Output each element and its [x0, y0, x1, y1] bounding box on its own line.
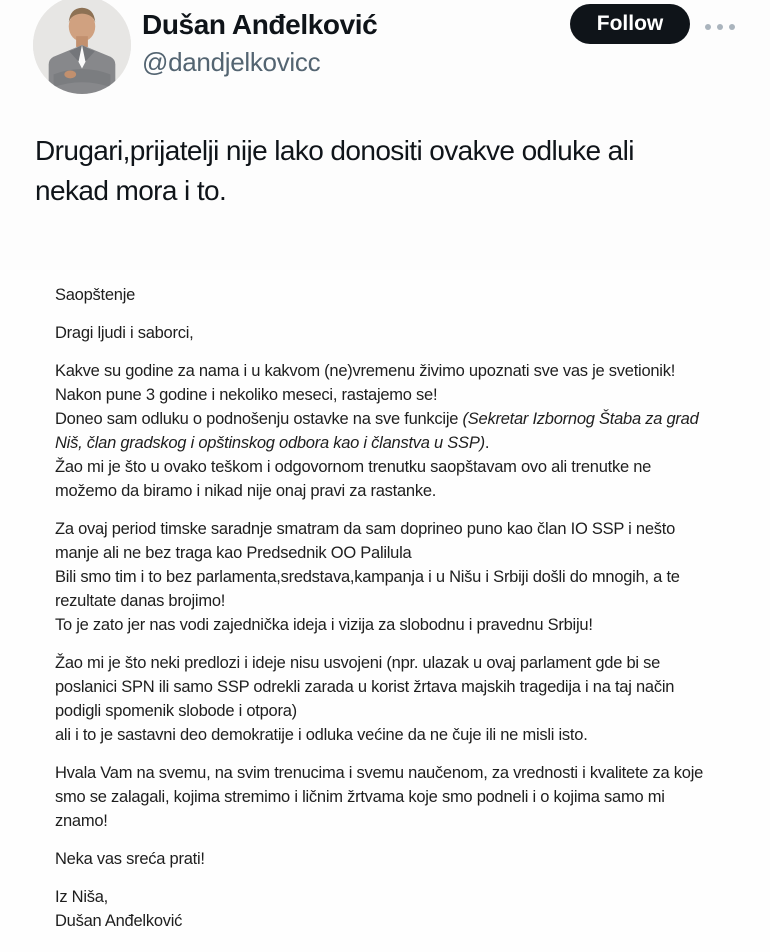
- document-line: Dušan Anđelković: [55, 912, 183, 930]
- more-menu-icon[interactable]: [701, 20, 739, 34]
- document-line: Žao mi je što neki predlozi i ideje nisu usvojeni (npr. ulazak u ovaj parlament gde bi se poslanici SPN ili samo SSP odrekli zarada u korist žrtava majskih tragedija i na taj način podigli spomenik slobode i otpora): [55, 654, 675, 720]
- avatar[interactable]: [33, 0, 131, 94]
- document-line: Kakve su godine za nama i u kakvom (ne)vremenu živimo upoznati sve vas je svetionik!: [55, 362, 676, 380]
- document-paragraph: [55, 321, 717, 345]
- document-line: Neka vas sreća prati!: [55, 850, 205, 868]
- document-line: Iz Niša,: [55, 888, 109, 906]
- dot: [705, 24, 711, 30]
- attached-document-image[interactable]: [0, 270, 770, 952]
- document-line: ali i to je sastavni deo demokratije i odluka većine da ne čuje ili ne misli isto.: [55, 726, 588, 744]
- document-line: To je zato jer nas vodi zajednička ideja i vizija za slobodnu i pravednu Srbiju!: [55, 616, 593, 634]
- document-line: Nakon pune 3 godine i nekoliko meseci, rastajemo se!: [55, 386, 438, 404]
- post-header: [0, 0, 770, 105]
- tweet-text: Drugari,prijatelji nije lako donositi ovakve odluke ali nekad mora i to.: [35, 135, 634, 206]
- dot: [717, 24, 723, 30]
- dot: [729, 24, 735, 30]
- document-paragraph: [55, 761, 717, 833]
- document-line: Saopštenje: [55, 286, 136, 304]
- author-block: [142, 8, 377, 78]
- document-line: Bili smo tim i to bez parlamenta,sredstava,kampanja i u Nišu i Srbiji došli do mnogih, a te rezultate danas brojimo!: [55, 568, 680, 610]
- document-paragraph: [55, 359, 717, 503]
- author-name[interactable]: Dušan Anđelković: [142, 9, 378, 40]
- document-paragraph: [55, 885, 717, 933]
- document-line: Žao mi je što u ovako teškom i odgovornom trenutku saopštavam ovo ali trenutke ne možemo da biramo i nikad nije onaj pravi za rastanke.: [55, 458, 652, 500]
- document-paragraph: [55, 517, 717, 637]
- author-handle[interactable]: @dandjelkovicc: [142, 47, 321, 77]
- document-line: Za ovaj period timske saradnje smatram da sam doprineo puno kao član IO SSP i nešto manje ali ne bez traga kao Predsednik OO Palilula: [55, 520, 676, 562]
- document-line: Hvala Vam na svemu, na svim trenucima i svemu naučenom, za vrednosti i kvalitete za koje smo se zalagali, kojima stremimo i ličnim žrtvama koje smo podneli i o kojima samo mi znamo!: [55, 764, 704, 830]
- avatar-photo: [33, 0, 131, 94]
- document-paragraph: [55, 283, 717, 307]
- follow-button[interactable]: Follow: [570, 4, 690, 44]
- document-paragraph: [55, 651, 717, 747]
- document-paragraph: [55, 847, 717, 871]
- document-line: Doneo sam odluku o podnošenju ostavke na sve funkcije (Sekretar Izbornog Štaba za grad Niš, član gradskog i opštinskog odbora kao i članstva u SSP).: [55, 410, 699, 452]
- document-body: [55, 283, 717, 947]
- document-line: Dragi ljudi i saborci,: [55, 324, 194, 342]
